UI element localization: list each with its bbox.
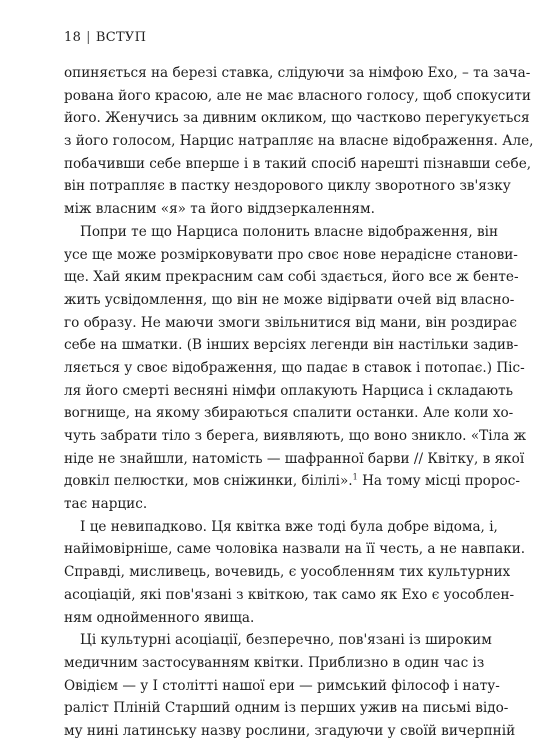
text-line: му нині латинську назву рослини, згадуючи у своїй вичерпній [64, 722, 516, 739]
text-line: асоціацій, які пов'язані з квіткою, так само як Ехо є уособлен- [64, 586, 515, 603]
text-line: вогнище, на якому збираються спалити останки. Але коли хо- [64, 405, 514, 422]
text-line: чуть забрати тіло з берега, виявляють, що воно зникло. «Тіла ж [64, 428, 527, 444]
text-line: ляється у своє відображення, що падає в ставок і потопає.) Піс- [64, 359, 525, 376]
text-line: Ці культурні асоціації, безперечно, пов'язані із широким [80, 632, 492, 649]
text-line: себе на шматки. (В інших версіях легенди він настільки задив- [64, 337, 519, 354]
text-line: опиняється на березі ставка, слідуючи за німфою Ехо, – та зача- [64, 65, 531, 81]
text-line: ням однойменного явища. [64, 609, 255, 626]
text-fragment: усе ще може розмірковувати про своє нове нерадісне станови- [64, 246, 518, 263]
text-fragment: На тому місці пророс- [362, 473, 520, 490]
text-line [64, 470, 520, 493]
text-line: тає нарцис. [64, 496, 148, 513]
quote-end: довкіл пелюстки, мов сніжинки, білілі». [64, 473, 353, 490]
text-line: між власним «я» та його віддзеркаленням. [64, 201, 375, 218]
text-line: його. Женучись за дивним окликом, що частково перегукується [64, 110, 530, 127]
text-line: рована його красою, але не має власного голосу, щоб спокусити [64, 87, 531, 104]
running-header [64, 30, 146, 45]
text-line: ля його смерті весняні німфи оплакують Нарциса і складають [64, 382, 514, 399]
text-line [64, 244, 518, 267]
text-line: Справді, мисливець, вочевидь, є уособленням тих культурних [64, 564, 511, 581]
text-line: найімовірніше, саме чоловіка назвали на її честь, а не навпаки. [64, 541, 526, 558]
text-line: побачивши себе вперше і в такий спосіб нарешті пізнавши себе, [64, 155, 532, 172]
body-text [64, 62, 534, 743]
page-number: 18 [64, 30, 82, 45]
text-line: раліст Пліній Старший одним із перших ужив на письмі відо- [64, 700, 509, 717]
text-line: го образу. Не маючи змоги звільнитися від мани, він роздирає [64, 314, 517, 331]
header-separator: | [86, 30, 91, 45]
text-line: ще. Хай яким прекрасним сам собі здається, його все ж бенте- [64, 269, 519, 286]
text-line: Попри те що Нарциса полонить власне відображення, він [80, 223, 499, 240]
text-line: жить усвідомлення, що він не може відірвати очей від власно- [64, 291, 515, 308]
text-line: він потрапляє в пастку нездорового циклу зворотного зв'язку [64, 178, 511, 195]
text-line: ніде не знайшли, натомість — шафранної барви // Квітку, в якої [64, 450, 525, 467]
text-line: Овідієм — у І столітті нашої ери — римський філософ і нату- [64, 677, 500, 694]
text-line: медичним застосуванням квітки. Приблизно в один час із [64, 654, 485, 671]
text-line: І це невипадково. Ця квітка вже тоді була добре відома, і, [80, 518, 498, 535]
footnote-marker: 1 [352, 472, 358, 482]
section-title: ВСТУП [95, 30, 147, 45]
text-line: з його голосом, Нарцис натрапляє на власне відображення. Але, [64, 133, 534, 150]
